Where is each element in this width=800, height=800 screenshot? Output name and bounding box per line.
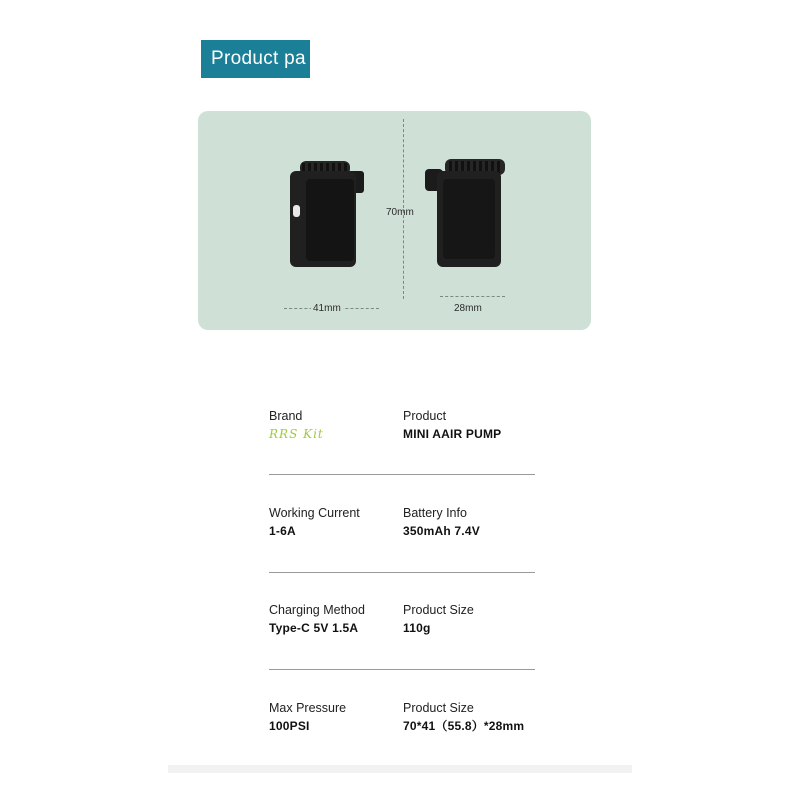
spec-value: 110g [403,621,431,635]
pump-front-view-image [286,157,378,267]
spec-cell-product-dimensions [403,699,524,735]
section-header-tab [201,40,310,78]
spec-cell-product-weight [403,601,474,637]
spec-cell-charging-method [269,601,365,637]
spec-cell-brand [269,407,324,443]
spec-value: MINI AAIR PUMP [403,427,502,441]
spec-divider [269,572,535,573]
spec-value: 100PSI [269,719,310,733]
spec-divider [269,474,535,475]
width-left-dimension-label: 41mm [313,303,341,314]
brand-logo-text: RRS Kit [269,427,324,441]
spec-cell-working-current [269,504,360,540]
spec-label: Product [403,409,447,423]
spec-label: Max Pressure [269,701,347,715]
spec-value: 70*41（55.8）*28mm [403,719,525,733]
spec-label: Product Size [403,701,474,715]
spec-cell-battery-info [403,504,480,540]
spec-cell-max-pressure [269,699,346,735]
section-header-title: Product pa [211,48,306,69]
spec-label: Product Size [403,603,474,617]
spec-label: Brand [269,409,303,423]
spec-value: 1-6A [269,524,296,538]
spec-label: Working Current [269,506,360,520]
spec-value: 350mAh 7.4V [403,524,480,538]
width-right-dimension-line [440,296,505,297]
bottom-strip [168,765,632,773]
height-dimension-label: 70mm [386,207,414,218]
spec-value: Type-C 5V 1.5A [269,621,359,635]
spec-label: Battery Info [403,506,467,520]
spec-divider [269,669,535,670]
pump-side-view-image [423,157,513,267]
width-right-dimension-label: 28mm [454,303,482,314]
spec-label: Charging Method [269,603,365,617]
spec-cell-product [403,407,501,443]
product-image-panel [198,111,591,330]
